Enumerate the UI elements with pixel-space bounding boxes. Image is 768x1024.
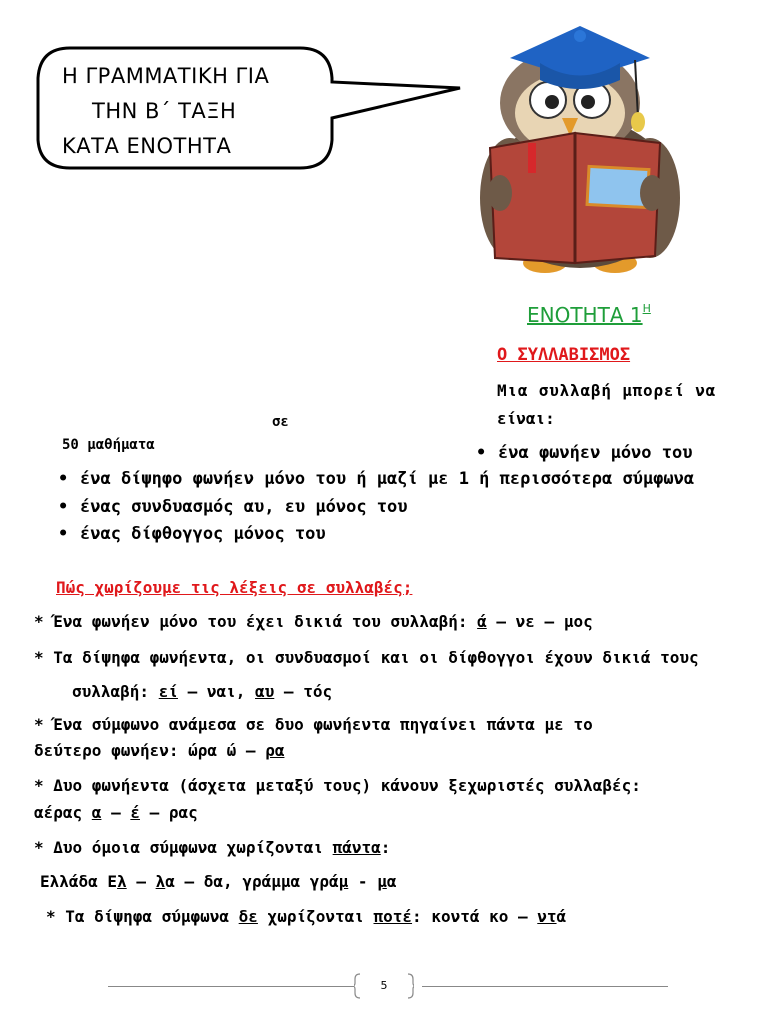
footer-rule-left [108, 986, 354, 987]
rule-3-line-2 [34, 741, 284, 760]
example-underlined: λ [117, 872, 127, 891]
bubble-title-line-2: ΤΗΝ Β΄ ΤΑΞΗ [92, 99, 237, 123]
example-underlined: μ [338, 872, 349, 891]
page-number: 5 [380, 979, 388, 992]
example-text: α [386, 872, 397, 891]
example-text: ά [556, 907, 567, 926]
owl-reading-book-illustration [470, 18, 690, 278]
example-underlined: αυ [255, 682, 275, 701]
list-item-text: ένα δίψηφο φωνήεν μόνο του ή μαζί με 1 ή περισσότερα σύμφωνα [80, 469, 695, 489]
example-underlined: λ [155, 872, 166, 891]
example-underlined: ρα [265, 741, 285, 760]
example-text: – [101, 803, 131, 822]
rule-4-line-1: * Δυο φωνήεντα (άσχετα μεταξύ τους) κάνουν ξεχωριστές συλλαβές: [34, 776, 641, 795]
example-text: – [126, 872, 156, 891]
rule-1 [34, 612, 593, 631]
rule-2-line-1: * Τα δίψηφα φωνήεντα, οι συνδυασμοί και οι δίφθογγοι έχουν δικιά τους [34, 648, 699, 667]
rule-3-line-1: * Ένα σύμφωνο ανάμεσα σε δυο φωνήεντα πηγαίνει πάντα με το [34, 715, 593, 734]
list-item-text: ένας δίφθογγος μόνος του [80, 524, 326, 544]
bullet-dot: • [58, 469, 69, 489]
rule-text: συλλαβή: [72, 682, 159, 701]
example-underlined: ντ [537, 907, 557, 926]
bullet-dot: • [58, 497, 69, 517]
rule-4-line-2 [34, 803, 198, 822]
example-text: – τός [274, 682, 333, 701]
emphasis-underlined: πάντα [332, 838, 381, 857]
list-item [58, 524, 326, 544]
rule-text: αέρας [34, 803, 92, 822]
unit-title-text: ΕΝΟΤΗΤΑ 1 [527, 303, 643, 327]
list-item-text: ένα φωνήεν μόνο του [498, 443, 693, 463]
section-question: Πώς χωρίζουμε τις λέξεις σε συλλαβές; [56, 578, 413, 597]
list-item [58, 497, 408, 517]
example-text: Ελλάδα Ε [40, 872, 118, 891]
example-text: - [348, 872, 378, 891]
emphasis-underlined: δε [238, 907, 258, 926]
intro-line-2: είναι: [497, 409, 555, 428]
bullet-dot: • [58, 524, 69, 544]
rule-6 [46, 907, 566, 926]
example-text: – ρας [139, 803, 198, 822]
bubble-title-line-3: ΚΑΤΑ ΕΝΟΤΗΤΑ [62, 134, 232, 158]
footer-rule-right [422, 986, 668, 987]
example-text: – ναι, [177, 682, 256, 701]
list-item [58, 469, 694, 489]
example-underlined: έ [130, 803, 140, 822]
example-underlined: α [91, 803, 102, 822]
bubble-title-line-1: Η ΓΡΑΜΜΑΤΙΚΗ ΓΙΑ [62, 64, 270, 88]
rule-5-example [40, 872, 396, 891]
example-text: α – δα, γράμμα γρά [165, 872, 339, 891]
unit-title [527, 302, 651, 327]
unit-title-superscript: Η [642, 302, 651, 315]
example-underlined: ά [477, 612, 487, 631]
intro-line-1: Μια συλλαβή μπορεί να [497, 381, 717, 400]
stray-word-se: σε [272, 414, 289, 430]
bullet-dot: • [476, 443, 487, 463]
example-underlined: μ [377, 872, 387, 891]
rule-text: * Ένα φωνήεν μόνο του έχει δικιά του συλλαβή: [34, 612, 478, 631]
rule-2-line-2 [72, 682, 332, 701]
rule-text: : [380, 838, 391, 857]
rule-text: δεύτερο φωνήεν: ώρα ώ – [34, 741, 266, 760]
rule-5 [34, 838, 390, 857]
lessons-count: 50 μαθήματα [62, 437, 155, 453]
example-underlined: εί [158, 682, 178, 701]
emphasis-underlined: ποτέ [373, 907, 413, 926]
rule-text: * Τα δίψηφα σύμφωνα [46, 907, 239, 926]
list-item [476, 443, 692, 463]
example-text: – νε – μος [486, 612, 593, 631]
unit-subtitle: Ο ΣΥΛΛΑΒΙΣΜΟΣ [497, 345, 631, 365]
example-text: : κοντά κο – [412, 907, 538, 926]
rule-text: χωρίζονται [257, 907, 374, 926]
rule-text: * Δυο όμοια σύμφωνα χωρίζονται [34, 838, 333, 857]
list-item-text: ένας συνδυασμός αυ, ευ μόνος του [80, 497, 408, 517]
